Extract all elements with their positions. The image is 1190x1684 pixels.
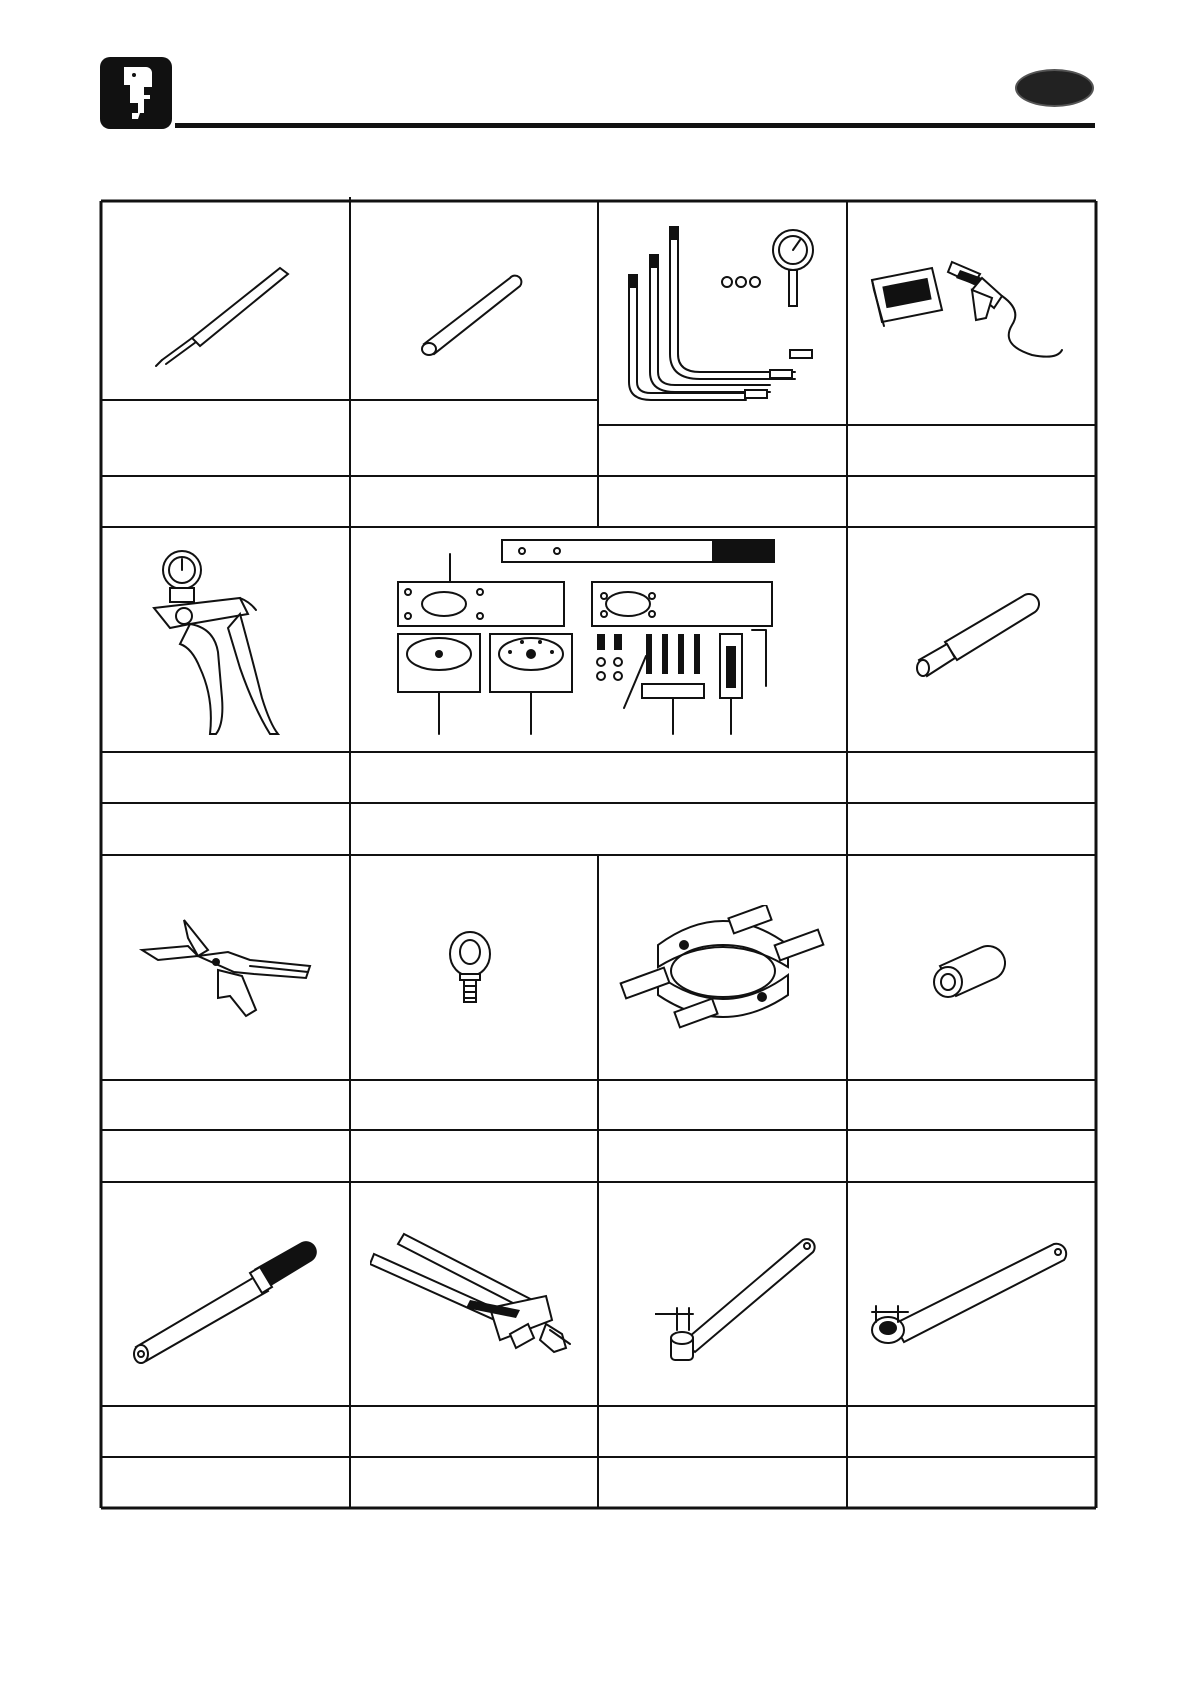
- rod-tool-icon: [418, 272, 528, 362]
- probe-pin-tool-icon: [150, 260, 300, 370]
- puller-plate-kit-icon: [392, 536, 802, 742]
- bearing-driver-icon: [905, 590, 1045, 690]
- bearing-separator-icon: [618, 905, 828, 1035]
- flywheel-holder-icon: [370, 1230, 580, 1365]
- collar-spacer-icon: [926, 938, 1006, 1008]
- eye-bolt-icon: [440, 928, 500, 1008]
- driver-handle-icon: [128, 1235, 318, 1365]
- offset-socket-wrench-icon: [655, 1230, 825, 1365]
- digital-tester-clip-icon: [862, 250, 1072, 365]
- snap-ring-pliers-icon: [138, 916, 318, 1026]
- vacuum-pump-gauge-icon: [140, 548, 290, 740]
- compression-gauge-set-icon: [615, 222, 825, 407]
- ring-wrench-icon: [868, 1232, 1073, 1352]
